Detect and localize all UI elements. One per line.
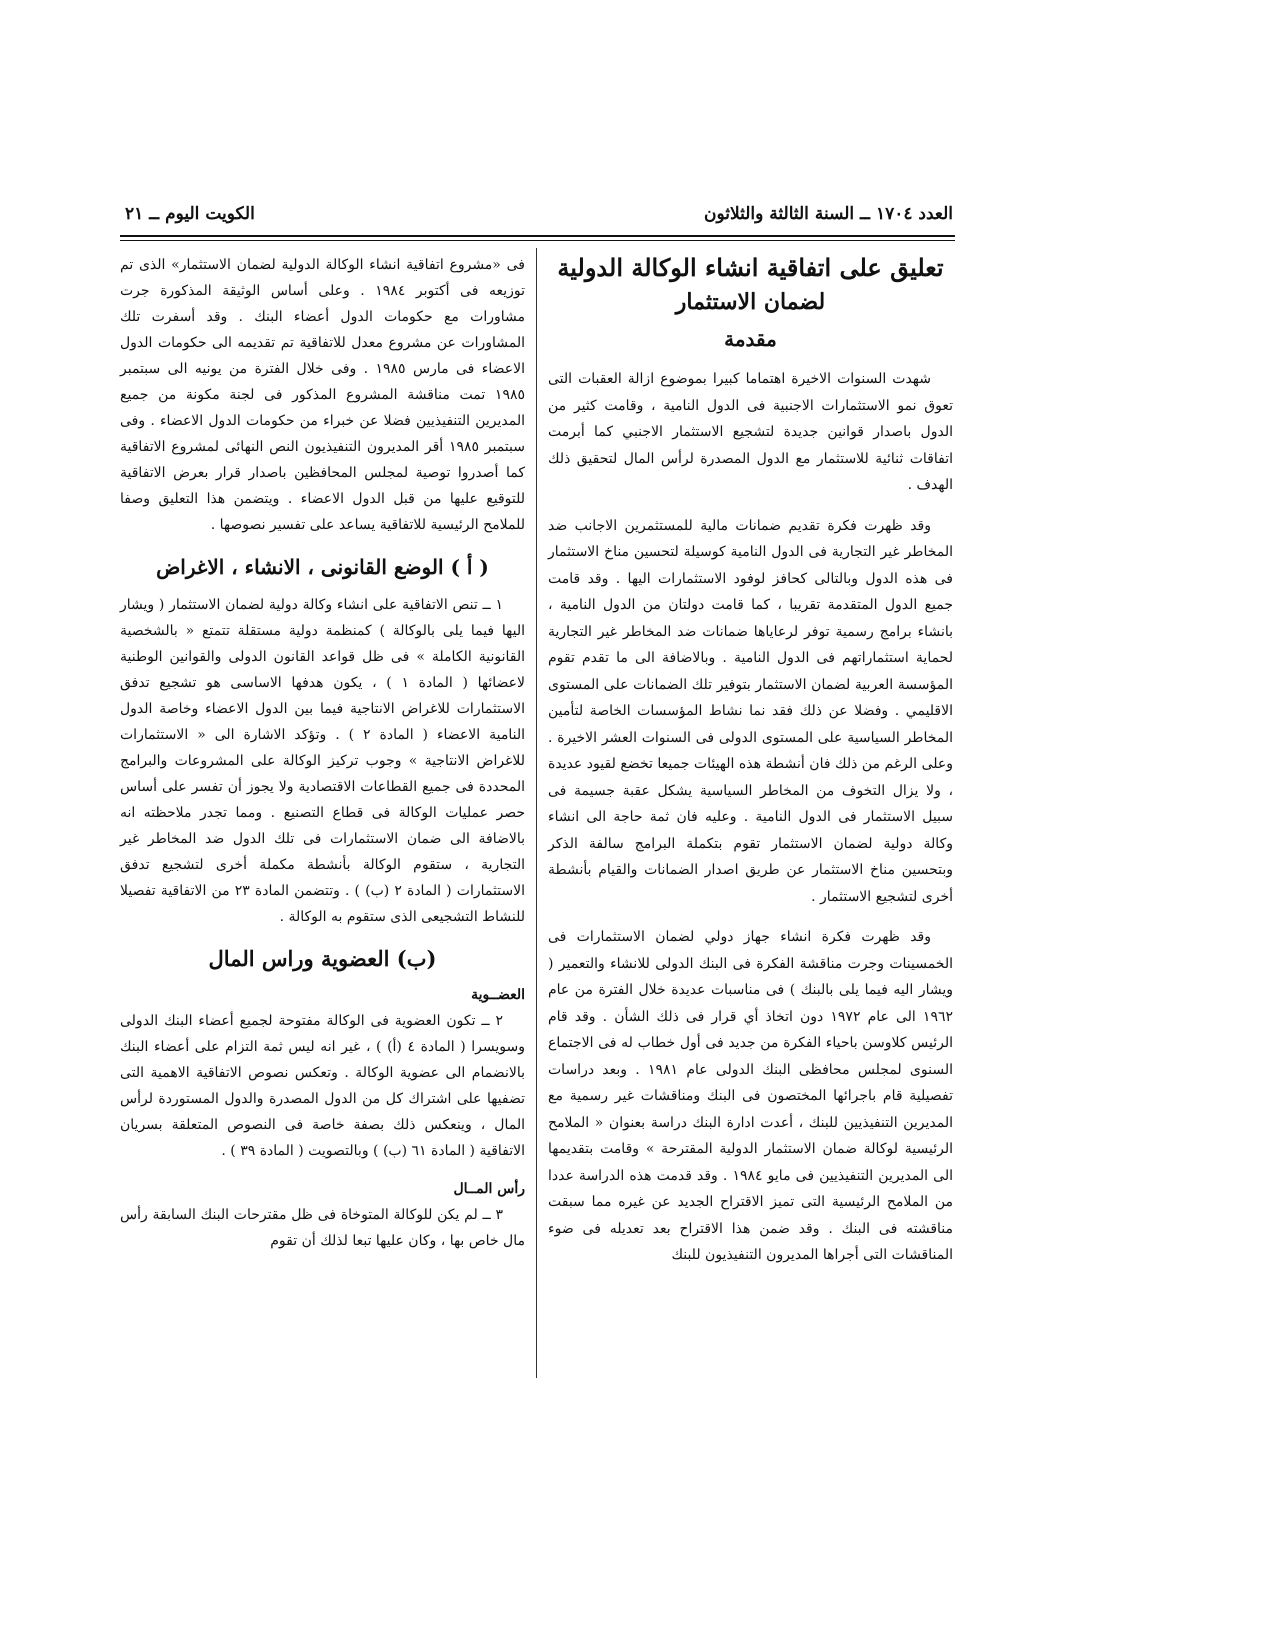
left-column <box>120 252 525 1268</box>
article-title-line2: لضمان الاستثمار <box>675 289 826 315</box>
intro-heading: مقدمة <box>724 327 777 351</box>
publication-header: الكويت اليوم ــ ٢١ <box>125 204 255 224</box>
paragraph: وقد ظهرت فكرة تقديم ضمانات مالية للمستثمرين الاجانب ضد المخاطر غير التجارية فى الدول النامية كوسيلة لتحسين مناخ الاستثمار فى هذه الدول وبالتالى كحافز لوفود الاستثمارات اليها . وقد قامت جميع الدول المتقدمة تقريبا ، كما قامت دولتان من الدول النامية ، بانشاء برامج رسمية توفر لرعاياها ضمانات ضد المخاطر غير التجارية لحماية استثماراتهم فى الدول النامية . وبالاضافة الى ما تقدم تقوم المؤسسة العربية لضمان الاستثمار بتوفير تلك الضمانات على المستوى الاقليمي . وفضلا عن ذلك فقد نما نشاط المؤسسات الخاصة لتأمين المخاطر السياسية على المستوى الدولى فى السنوات العشر الاخيرة . وعلى الرغم من ذلك فان أنشطة هذه الهيئات جميعا تخضع لقيود عديدة ، ولا يزال التخوف من المخاطر السياسية يشكل عقبة جسيمة فى سبيل الاستثمار فى الدول النامية . وعليه فان ثمة حاجة الى انشاء وكالة دولية لضمان الاستثمار تقوم بتكملة البرامج سالفة الذكر وبتحسين مناخ الاستثمار عن طريق اصدار الضمانات والقيام بأنشطة أخرى لتشجيع الاستثمار . <box>548 517 953 905</box>
right-column <box>548 250 953 1283</box>
membership-heading: العضــوية <box>471 987 525 1003</box>
article-title: تعليق على اتفاقية انشاء الوكالة الدولية <box>557 253 944 282</box>
capital-heading: رأس المــال <box>453 1181 525 1197</box>
issue-header: العدد ١٧٠٤ ــ السنة الثالثة والثلاثون <box>703 204 953 224</box>
section-b-heading: (ب) العضوية وراس المال <box>208 946 437 971</box>
paragraph: ٢ ــ تكون العضوية فى الوكالة مفتوحة لجميع أعضاء البنك الدولى وسويسرا ( المادة ٤ (أ) ) ، غير انه ليس ثمة التزام على أعضاء البنك بالانضمام الى عضوية الوكالة . وتعكس نصوص الاتفاقية الاهمية التى تضفيها على اشتراك كل من الدول المصدرة والدول المستوردة لرأس المال ، وينعكس ذلك بصفة خاصة فى النصوص المتعلقة بسريان الاتفاقية ( المادة ٦١ (ب) ) وبالتصويت ( المادة ٣٩ ) . <box>120 1013 525 1159</box>
section-a-heading: ( أ ) الوضع القانونى ، الانشاء ، الاغراض <box>156 555 489 579</box>
header-rule <box>120 235 955 237</box>
header-rule-thin <box>120 240 955 241</box>
paragraph: شهدت السنوات الاخيرة اهتماما كبيرا بموضوع ازالة العقبات التى تعوق نمو الاستثمارات الاجنبية فى الدول النامية ، وقامت كثير من الدول باصدار قوانين جديدة لتشجيع الاستثمار الاجنبي كما أبرمت اتفاقات ثنائية للاستثمار مع الدول المصدرة لرأس المال لتحقيق ذلك الهدف . <box>548 371 953 493</box>
column-divider <box>536 248 537 1378</box>
paragraph: فى «مشروع اتفاقية انشاء الوكالة الدولية لضمان الاستثمار» الذى تم توزيعه فى أكتوبر ١٩٨٤ . وعلى أساس الوثيقة المذكورة جرت مشاورات مع حكومات الدول أعضاء البنك . وقد أسفرت تلك المشاورات عن مشروع معدل للاتفاقية تم تقديمه الى حكومات الدول الاعضاء فى مارس ١٩٨٥ . وفى خلال الفترة من يونيه الى سبتمبر ١٩٨٥ تمت مناقشة المشروع المذكور فى لجنة مكونة من جميع المديرين التنفيذيين فضلا عن خبراء من حكومات الدول الاعضاء . وفى سبتمبر ١٩٨٥ أقر المديرون التنفيذيون النص النهائى لمشروع الاتفاقية كما أصدروا توصية لمجلس المحافظين باصدار قرار بعرض الاتفاقية للتوقيع عليها من قبل الدول الاعضاء . ويتضمن هذا التعليق وصفا للملامح الرئيسية للاتفاقية يساعد على تفسير نصوصها . <box>120 257 525 533</box>
paragraph: ٣ ــ لم يكن للوكالة المتوخاة فى ظل مقترحات البنك السابقة رأس مال خاص بها ، وكان عليها تبعا لذلك أن تقوم <box>120 1207 525 1249</box>
paragraph: وقد ظهرت فكرة انشاء جهاز دولي لضمان الاستثمارات فى الخمسينات وجرت مناقشة الفكرة فى البنك الدولى للانشاء والتعمير ( ويشار اليه فيما يلى بالبنك ) فى مناسبات عديدة خلال الفترة من عام ١٩٦٢ الى عام ١٩٧٢ دون اتخاذ أي قرار فى ذلك الشأن . وقد قام الرئيس كلاوسن باحياء الفكرة من جديد فى أول خطاب له فى الاجتماع السنوى لمجلس محافظى البنك الدولى عام ١٩٨١ . وبعد دراسات تفصيلية قام باجرائها المختصون فى البنك ومناقشات غير رسمية مع المديرين التنفيذيين للبنك ، أعدت ادارة البنك دراسة بعنوان « الملامح الرئيسية لوكالة ضمان الاستثمار الدولية المقترحة » وقامت بتقديمها الى المديرين التنفيذيين فى مايو ١٩٨٤ . وقد قدمت هذه الدراسة عددا من الملامح الرئيسية التى تميز الاقتراح الجديد عن غيره مما سبقت مناقشته فى البنك . وقد ضمن هذا الاقتراح بعد تعديله فى ضوء المناقشات التى أجراها المديرون التنفيذيون للبنك <box>548 929 953 1263</box>
paragraph: ١ ــ تنص الاتفاقية على انشاء وكالة دولية لضمان الاستثمار ( ويشار اليها فيما يلى بالوكالة ) كمنظمة دولية مستقلة تتمتع « بالشخصية القانونية الكاملة » فى ظل قواعد القانون الدولى والقوانين الوطنية لاعضائها ( المادة ١ ) ، يكون هدفها الاساسى هو تشجيع تدفق الاستثمارات للاغراض الانتاجية فيما بين الدول الاعضاء وخاصة الدول النامية الاعضاء ( المادة ٢ ) . وتؤكد الاشارة الى « الاستثمارات للاغراض الانتاجية » وجوب تركيز الوكالة على المشروعات والبرامج المحددة فى جميع القطاعات الاقتصادية ولا يجوز أن تفسر على أساس حصر عمليات الوكالة فى قطاع التصنيع . ومما تجدر ملاحظته انه بالاضافة الى ضمان الاستثمارات فى تلك الدول ضد المخاطر غير التجارية ، ستقوم الوكالة بأنشطة مكملة أخرى لتشجيع تدفق الاستثمارات ( المادة ٢ (ب) ) . وتتضمن المادة ٢٣ من الاتفاقية تفصيلا للنشاط التشجيعى الذى ستقوم به الوكالة . <box>120 597 526 925</box>
